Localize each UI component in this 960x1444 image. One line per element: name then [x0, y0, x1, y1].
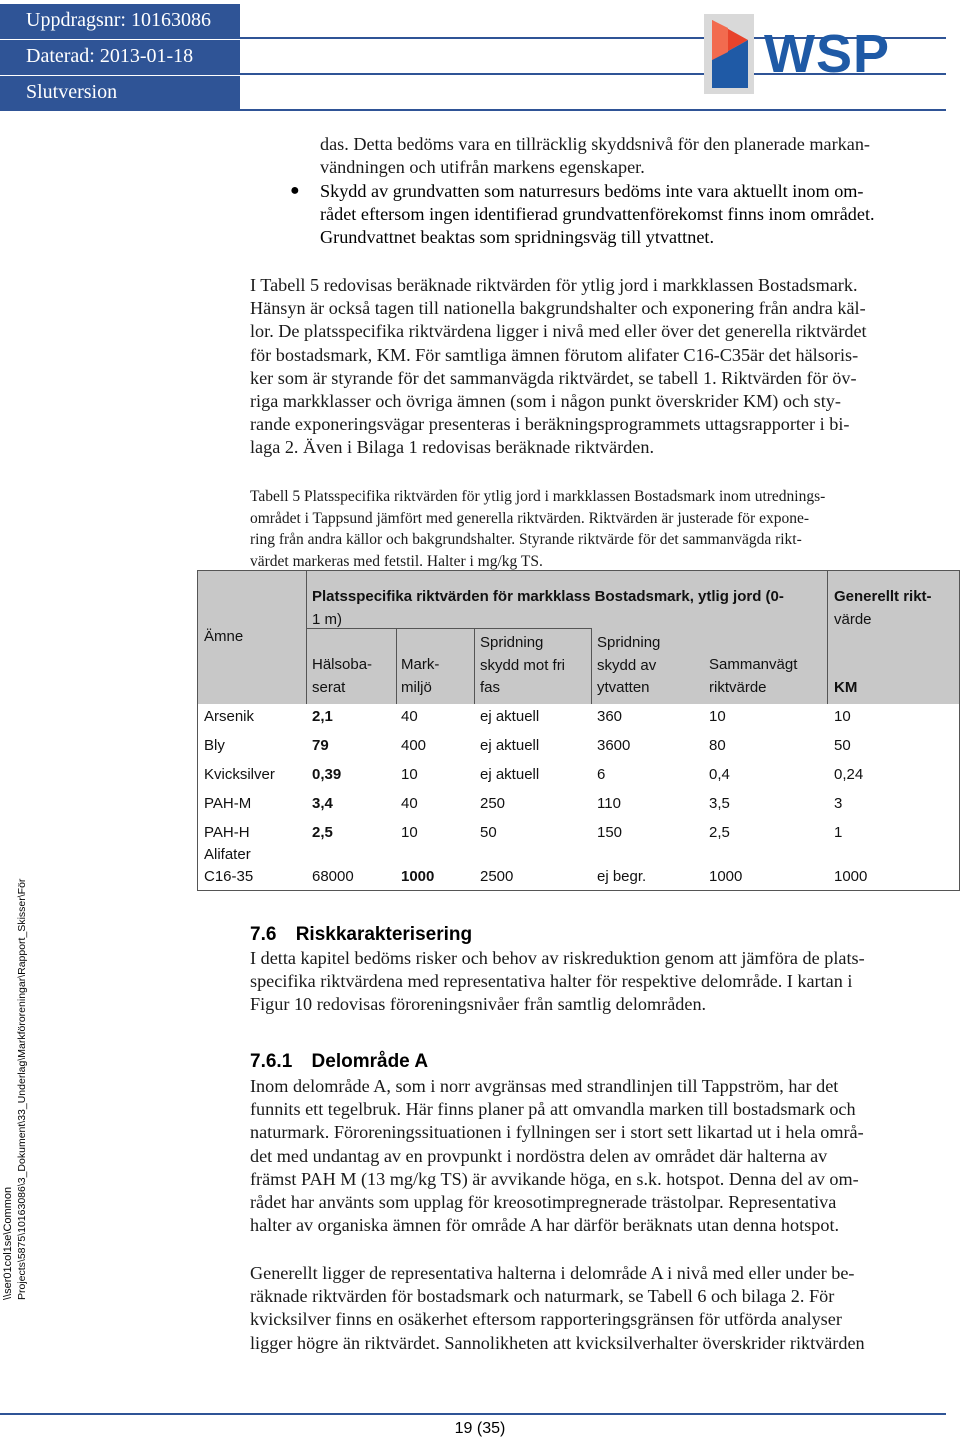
paragraph-line: halter av organiska ämnen för område A har därför beräknats utan denna hotspot. [250, 1215, 840, 1236]
table-cell-mark: 10 [401, 824, 418, 841]
header-line: Spridning [597, 634, 661, 651]
table-border [197, 890, 960, 891]
table-grid-line [474, 628, 475, 704]
paragraph-line: lor. De platsspecifika riktvärdena ligger i nivå med eller över det generella riktvärdet [250, 321, 867, 342]
table-cell-halso: 2,5 [312, 824, 333, 841]
paragraph-line: I Tabell 5 redovisas beräknade riktvärden för ytlig jord i markklassen Bostadsmark. [250, 275, 858, 295]
table-cell-samman: 3,5 [709, 795, 730, 812]
paragraph-line: kvicksilver finns en osäkerhet eftersom rapporteringsgränsen för utförda analyser [250, 1309, 842, 1330]
bullet-line: rådet eftersom ingen identifierad grundvattenförekomst finns inom området. [320, 204, 875, 225]
section-7-6-1-text-2 [250, 1262, 940, 1355]
bullet-line: Skydd av grundvatten som naturresurs bedöms inte vara aktuellt inom om- [320, 181, 864, 201]
header-divider [0, 109, 946, 111]
paragraph-line: specifika riktvärdena med representativa halter för respektive delområde. I kartan i [250, 971, 853, 992]
table-cell-yt: 110 [597, 795, 621, 812]
paragraph-line: rande exponeringsvägar presenteras i beräkningsprogrammets uttagsrapporter i bi- [250, 414, 850, 435]
table-cell-km: 1000 [834, 868, 868, 885]
table-cell-amne: PAH-H [204, 824, 250, 841]
group-header-line: värde [834, 610, 872, 628]
paragraph-line: för bostadsmark, KM. För samtliga ämnen förutom alifater C16-C35är det hälsoris- [250, 344, 859, 365]
table-cell-halso: 0,39 [312, 766, 342, 783]
intro-text [320, 133, 940, 179]
table-grid-line [396, 628, 397, 704]
header-line: serat [312, 678, 346, 696]
table-cell-fri: 250 [480, 795, 506, 812]
table-cell-mark: 40 [401, 795, 418, 812]
footer-divider [0, 1413, 946, 1415]
header-line: miljö [401, 678, 432, 696]
header-line: fas [480, 679, 501, 696]
wsp-logo [698, 10, 946, 98]
group-header-platsspecifika [312, 586, 824, 631]
header-line: skydd av [597, 656, 657, 674]
paragraph-line: rådet har använts som upplag för kreosotimpregnerade trästolpar. Representativa [250, 1192, 837, 1213]
body-paragraph [250, 274, 940, 460]
paragraph-line: det med undantag av en provpunkt i nordöstra delen av området där halterna av [250, 1145, 828, 1166]
paragraph-line: naturmark. Föroreningssituationen i fyllningen ser i stort sett likartad ut i hela områ- [250, 1122, 864, 1143]
side-file-path: \\ser01col1se\Common [2, 1186, 14, 1300]
table-cell-samman: 0,4 [709, 766, 730, 783]
table-cell-samman: 10 [709, 708, 726, 725]
intro-line: das. Detta bedöms vara en tillräcklig skyddsnivå för den planerade markan- [320, 134, 870, 154]
table-cell-fri: 50 [480, 824, 497, 841]
table-caption [250, 486, 940, 572]
cell-line: C16-35 [204, 868, 254, 885]
table-cell-mark: 1000 [401, 868, 435, 885]
paragraph-line: I detta kapitel bedöms risker och behov av riskreduktion genom att jämföra de plats- [250, 948, 865, 968]
header-line: skydd mot fri [480, 656, 566, 674]
bullet-list-item [320, 180, 940, 250]
version-label: Slutversion [0, 76, 240, 109]
group-header-line: Generellt rikt- [834, 588, 932, 605]
table-cell-km: 3 [834, 795, 843, 812]
header-line: Sammanvägt [709, 656, 798, 673]
group-header-generellt [834, 586, 932, 631]
section-title: Delområde A [311, 1051, 429, 1072]
table-cell-mark: 40 [401, 708, 418, 725]
table-cell-fri: 2500 [480, 868, 514, 885]
section-7-6-1-text [250, 1075, 940, 1237]
paragraph-line: ligger högre än riktvärdet. Sannolikheten att kvicksilverhalter överskrider riktvärden [250, 1332, 865, 1353]
column-header-km: KM [834, 679, 858, 696]
wsp-logo-text: WSP [764, 24, 891, 84]
paragraph-line: Figur 10 redovisas föroreningsnivåer från samtlig delområden. [250, 994, 707, 1015]
table-cell-yt: 6 [597, 766, 606, 783]
column-header-sammanvagt [709, 654, 797, 699]
header-line: Hälsoba- [312, 656, 373, 673]
table-cell-yt: 360 [597, 708, 623, 725]
paragraph-line: ker som är styrande för det sammanvägda riktvärdet, se tabell 1. Riktvärden för öv- [250, 367, 857, 388]
table-cell-fri: ej aktuell [480, 708, 540, 725]
group-header-line: 1 m) [312, 610, 342, 628]
header-line: riktvärde [709, 678, 767, 696]
table-grid-line [591, 628, 592, 704]
bullet-icon: ● [290, 182, 300, 199]
table-grid-line [306, 628, 592, 629]
section-number: 7.6 [250, 924, 277, 945]
page-number: 19 (35) [454, 1420, 506, 1437]
table-cell-km: 50 [834, 737, 851, 754]
column-header-amne: Ämne [204, 628, 244, 645]
paragraph-line: Generellt ligger de representativa halterna i delområde A i nivå med eller under be- [250, 1263, 855, 1283]
table-grid-line [827, 570, 828, 704]
table-border [197, 570, 960, 571]
column-header-halsobaserat [312, 654, 372, 699]
table-cell-halso: 68000 [312, 868, 354, 885]
header-line: Mark- [401, 656, 440, 673]
header-line: ytvatten [597, 679, 650, 696]
header-line: Spridning [480, 634, 544, 651]
table-cell-km: 0,24 [834, 766, 864, 783]
section-heading-7-6 [250, 924, 472, 946]
table-cell-amne: PAH-M [204, 795, 252, 812]
section-title: Riskkarakterisering [295, 924, 473, 945]
table-cell-yt: ej begr. [597, 868, 647, 885]
column-header-spridning-fri-fas [480, 632, 565, 700]
cell-line: Alifater [204, 846, 251, 863]
table-cell-samman: 80 [709, 737, 726, 754]
table-cell-fri: ej aktuell [480, 737, 540, 754]
table-cell-amne: Arsenik [204, 708, 255, 725]
table-cell-mark: 400 [401, 737, 427, 754]
bullet-line: Grundvattnet beaktas som spridningsväg till ytvattnet. [320, 227, 714, 248]
table-cell-amne: Kvicksilver [204, 766, 275, 783]
paragraph-line: främst PAH M (13 mg/kg TS) är avvikande höga, en s.k. hotspot. Denna del av om- [250, 1168, 859, 1189]
paragraph-line: laga 2. Även i Bilaga 1 redovisas beräknade riktvärden. [250, 437, 655, 458]
paragraph-line: riga markklasser och övriga ämnen (som i någon punkt överskrider KM) och sty- [250, 391, 841, 412]
section-7-6-text [250, 947, 940, 1017]
table-cell-yt: 150 [597, 824, 623, 841]
table-cell-mark: 10 [401, 766, 418, 783]
caption-line: området i Tappsund jämfört med generella riktvärden. Riktvärden är justerade för expone- [250, 509, 810, 527]
table-cell-samman: 1000 [709, 868, 743, 885]
side-file-path: Projects\5875\10163086\3_Dokument\33_Underlag\Markföroreningar\Rapport_Skisser\För [16, 878, 28, 1300]
dated-label: Daterad: 2013-01-18 [0, 40, 240, 73]
paragraph-line: funnits ett tegelbruk. Här finns planer på att omvandla marken till bostadsmark och [250, 1099, 856, 1120]
table-cell-halso: 2,1 [312, 708, 333, 725]
table-cell-yt: 3600 [597, 737, 631, 754]
table-cell-km: 1 [834, 824, 843, 841]
intro-line: vändningen och utifrån markens egenskaper. [320, 157, 645, 178]
column-header-markmiljo [401, 654, 439, 699]
section-heading-7-6-1 [250, 1051, 428, 1073]
table-cell-halso: 79 [312, 737, 329, 754]
caption-line: Tabell 5 Platsspecifika riktvärden för ytlig jord i markklassen Bostadsmark inom utrednings- [250, 488, 826, 505]
paragraph-line: Inom delområde A, som i norr avgränsas med strandlinjen till Tappström, har det [250, 1076, 839, 1096]
table-cell-amne [204, 844, 253, 888]
table-cell-km: 10 [834, 708, 851, 725]
assignment-number: Uppdragsnr: 10163086 [0, 4, 240, 37]
table-grid-line [306, 570, 307, 704]
table-border [197, 570, 198, 891]
column-header-spridning-ytvatten [597, 632, 660, 700]
table-cell-halso: 3,4 [312, 795, 333, 812]
paragraph-line: Hänsyn är också tagen till nationella bakgrundshalter och exponering från andra käl- [250, 298, 866, 319]
group-header-line: Platsspecifika riktvärden för markklass Bostadsmark, ytlig jord (0- [312, 588, 784, 605]
table-cell-samman: 2,5 [709, 824, 730, 841]
caption-line: värdet markeras med fetstil. Halter i mg/kg TS. [250, 552, 543, 570]
table-cell-amne: Bly [204, 737, 225, 754]
section-number: 7.6.1 [250, 1051, 293, 1072]
table-cell-fri: ej aktuell [480, 766, 540, 783]
paragraph-line: räknade riktvärden för bostadsmark och naturmark, se Tabell 6 och bilaga 2. För [250, 1286, 835, 1307]
caption-line: ring från andra källor och bakgrundshalter. Styrande riktvärde för det sammanvägda rikt- [250, 531, 802, 548]
